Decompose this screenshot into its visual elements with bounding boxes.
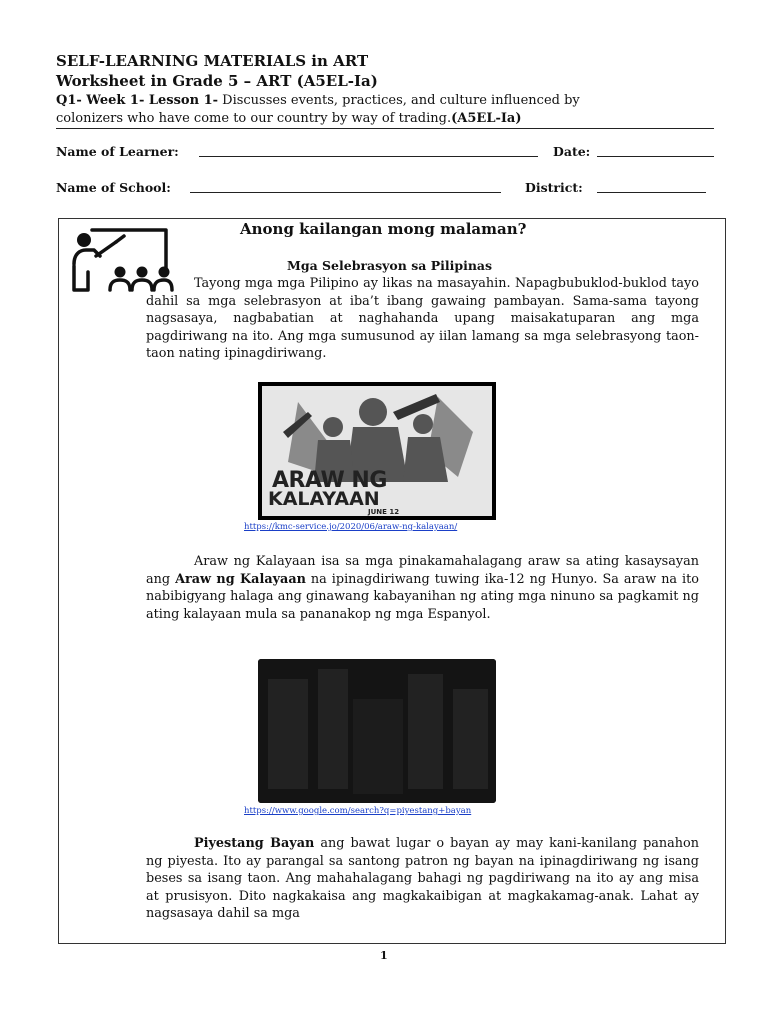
araw-ng-kalayaan-image (258, 382, 496, 520)
piyestang-bayan-image (258, 659, 496, 803)
image1-caption-date: JUNE 12 (368, 508, 400, 516)
piyestang-bayan-link[interactable]: https://www.google.com/search?q=piyestang+bayan (244, 806, 472, 816)
image1-caption-line2: KALAYAAN (268, 488, 380, 510)
school-name-label: Name of School: (56, 180, 171, 195)
image1-caption-line1: ARAW NG (272, 468, 387, 493)
worksheet-title: SELF-LEARNING MATERIALS in ART (56, 52, 369, 70)
date-field[interactable] (597, 156, 714, 157)
lesson-code: (A5EL-Ia) (451, 111, 522, 126)
lesson-description-2: colonizers who have come to our country by way of trading. (56, 111, 452, 126)
lesson-line-1 (56, 93, 580, 108)
district-field[interactable] (597, 192, 706, 193)
section-subheading: Mga Selebrasyon sa Pilipinas (287, 258, 493, 273)
para2-text-a: Araw ng Kalayaan isa sa mga pinakamahalagang araw sa ating kasaysayan ang (146, 554, 699, 587)
lesson-line-2 (56, 111, 522, 126)
date-label: Date: (553, 144, 591, 159)
learner-name-field[interactable] (199, 156, 538, 157)
learner-name-label: Name of Learner: (56, 144, 179, 159)
header-divider (56, 128, 714, 129)
para3-bold: Piyestang Bayan (194, 836, 315, 851)
araw-ng-kalayaan-paragraph (146, 553, 699, 623)
para2-text-b: na ipinagdiriwang tuwing ika-12 ng Hunyo. Sa araw na ito nabibigyang halaga ang ginawang kabayanihan ng ating mga ninuno sa pagkamit ng ating kalayaan mula sa pananakop ng mga Espanyol. (146, 571, 699, 622)
piyestang-bayan-paragraph (146, 835, 699, 923)
intro-paragraph: Tayong mga mga Pilipino ay likas na masayahin. Napagbubuklod-buklod tayo dahil sa mga selebrasyon at iba’t ibang gawaing pambayan. Sama-sama tayong nagsasaya, nagbabatian at naghahanda upang maisakatuparan ang mga pagdiriwang na ito. Ang mga sumusunod ay iilan lamang sa mga selebrasyong taon-taon nating ipinagdiriwang. (146, 276, 699, 362)
worksheet-subtitle: Worksheet in Grade 5 – ART (A5EL-Ia) (56, 72, 378, 90)
district-label: District: (525, 180, 583, 195)
lesson-description-1: Discusses events, practices, and culture influenced by (218, 93, 580, 108)
lesson-label: Q1- Week 1- Lesson 1- (56, 93, 219, 108)
page-number: 1 (380, 949, 388, 962)
araw-ng-kalayaan-link[interactable]: https://kmc-service.jo/2020/06/araw-ng-kalayaan/ (244, 522, 458, 532)
para2-bold: Araw ng Kalayaan (175, 571, 306, 587)
para3-text: ang bawat lugar o bayan ay may kani-kanilang panahon ng piyesta. Ito ay parangal sa santong patron ng bayan na ipinagdiriwang ng isang beses sa isang taon. Ang mahahalagang bahagi ng pagdiriwang na ito ay ang misa at prusisyon. Dito nagkakaisa ang magkakaibigan at magkakamag-anak. Lahat ay nagsasaya dahil sa mga (146, 836, 699, 922)
school-name-field[interactable] (190, 192, 501, 193)
section-heading: Anong kailangan mong malaman? (240, 220, 527, 238)
